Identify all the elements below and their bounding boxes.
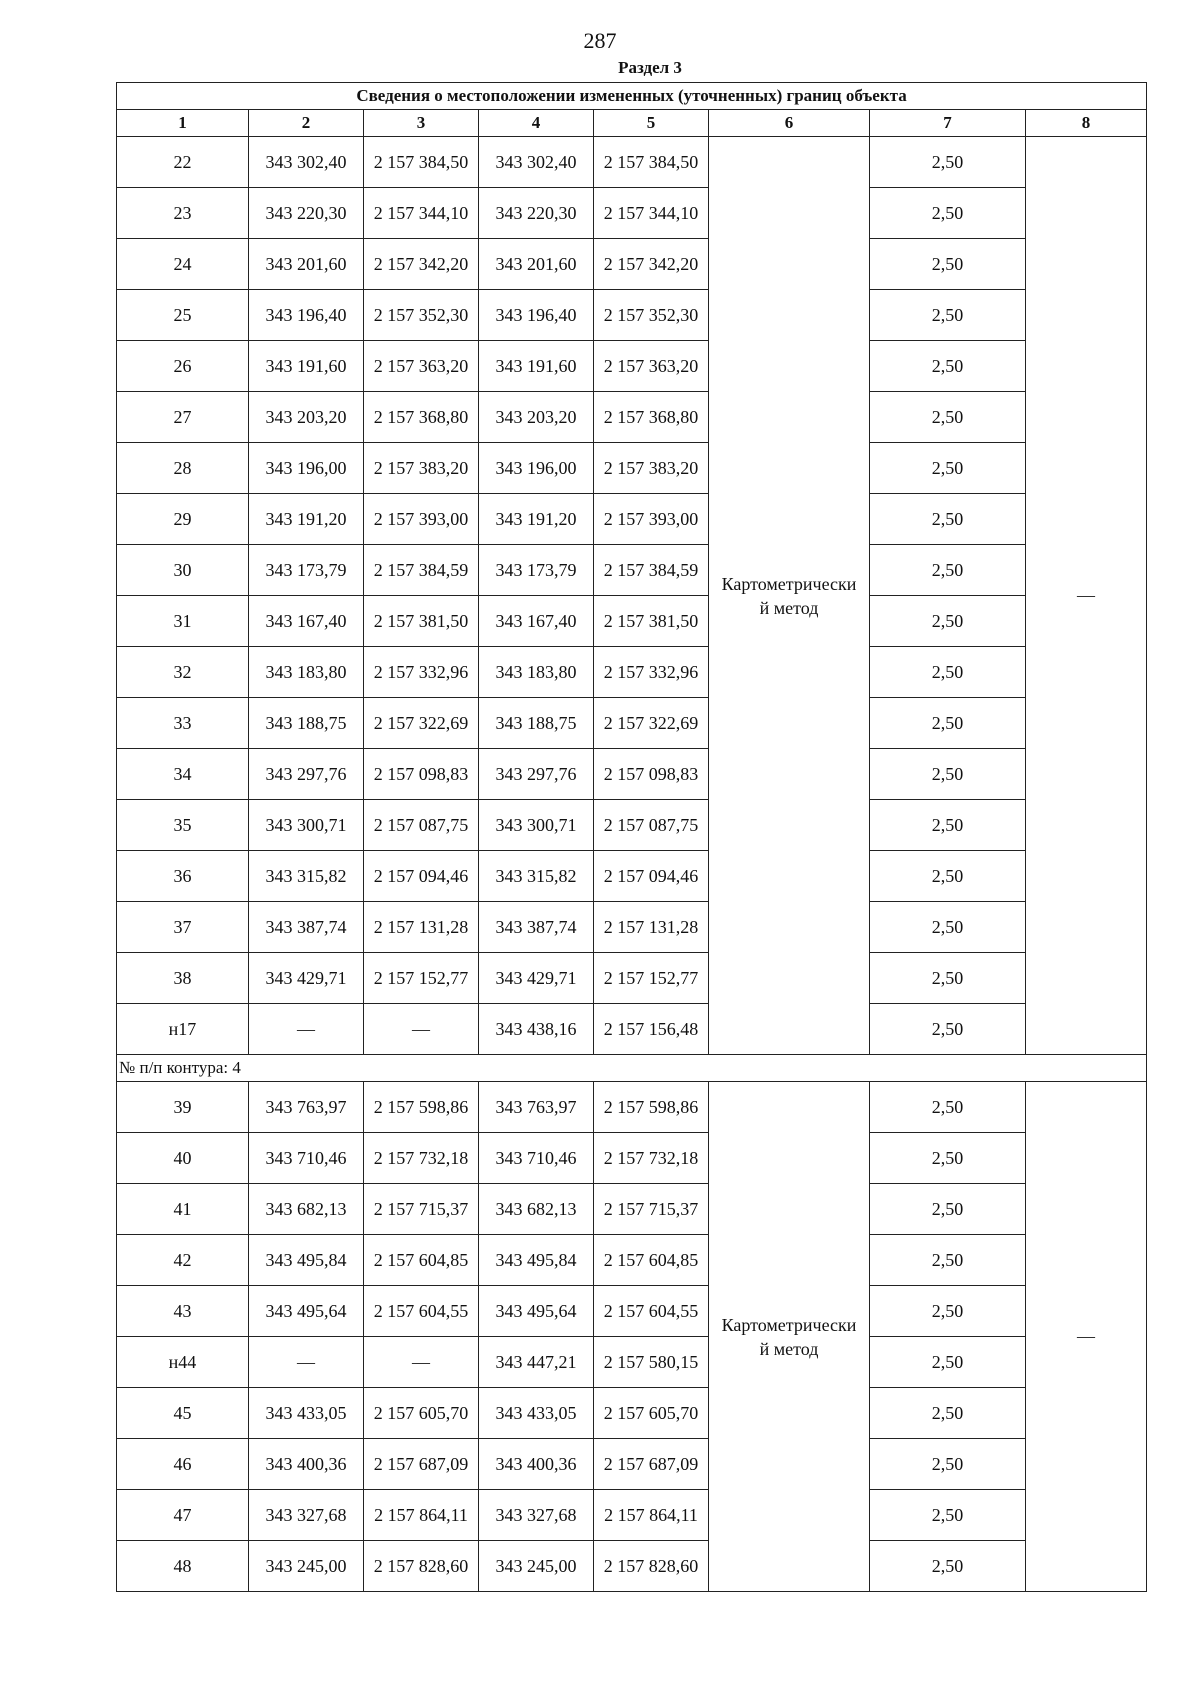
coord-x-refined-cell: 343 682,13 [479,1184,594,1235]
column-header-row [117,110,1147,137]
point-number-cell: 39 [117,1082,249,1133]
accuracy-cell: 2,50 [870,1004,1026,1055]
table-row [117,1286,1147,1337]
accuracy-cell: 2,50 [870,290,1026,341]
coord-y-refined-cell: 2 157 322,69 [594,698,709,749]
coord-y-refined-cell: 2 157 342,20 [594,239,709,290]
coord-y-existing-cell: 2 157 381,50 [364,596,479,647]
coord-x-refined-cell: 343 495,84 [479,1235,594,1286]
coord-y-refined-cell: 2 157 715,37 [594,1184,709,1235]
coord-x-refined-cell: 343 300,71 [479,800,594,851]
coord-x-refined-cell: 343 196,00 [479,443,594,494]
method-cell [709,1082,870,1592]
coord-y-refined-cell: 2 157 687,09 [594,1439,709,1490]
table-row [117,1235,1147,1286]
coord-x-refined-cell: 343 220,30 [479,188,594,239]
coord-x-existing-cell: — [249,1337,364,1388]
accuracy-cell: 2,50 [870,1082,1026,1133]
table-row [117,290,1147,341]
table-row [117,392,1147,443]
accuracy-cell: 2,50 [870,341,1026,392]
coord-x-refined-cell: 343 710,46 [479,1133,594,1184]
coord-y-refined-cell: 2 157 383,20 [594,443,709,494]
coord-x-existing-cell: 343 495,84 [249,1235,364,1286]
coord-y-existing-cell: 2 157 383,20 [364,443,479,494]
coord-x-existing-cell: — [249,1004,364,1055]
accuracy-cell: 2,50 [870,902,1026,953]
column-header: 6 [709,110,870,137]
coord-x-existing-cell: 343 203,20 [249,392,364,443]
column-header: 3 [364,110,479,137]
coord-y-existing-cell: 2 157 352,30 [364,290,479,341]
coord-y-refined-cell: 2 157 131,28 [594,902,709,953]
accuracy-cell: 2,50 [870,800,1026,851]
coord-x-existing-cell: 343 245,00 [249,1541,364,1592]
point-number-cell: 42 [117,1235,249,1286]
table-row [117,443,1147,494]
method-text-line: й метод [759,597,819,618]
coord-y-refined-cell: 2 157 152,77 [594,953,709,1004]
column-header: 7 [870,110,1026,137]
coord-y-refined-cell: 2 157 732,18 [594,1133,709,1184]
coord-y-refined-cell: 2 157 393,00 [594,494,709,545]
coord-y-existing-cell: 2 157 152,77 [364,953,479,1004]
accuracy-cell: 2,50 [870,1184,1026,1235]
coord-y-existing-cell: 2 157 332,96 [364,647,479,698]
coord-x-refined-cell: 343 438,16 [479,1004,594,1055]
coord-x-existing-cell: 343 201,60 [249,239,364,290]
accuracy-cell: 2,50 [870,1490,1026,1541]
coord-y-existing-cell: — [364,1004,479,1055]
coord-y-existing-cell: 2 157 732,18 [364,1133,479,1184]
accuracy-cell: 2,50 [870,749,1026,800]
table-row [117,341,1147,392]
accuracy-cell: 2,50 [870,188,1026,239]
coord-y-existing-cell: 2 157 384,50 [364,137,479,188]
coord-x-existing-cell: 343 400,36 [249,1439,364,1490]
coord-y-refined-cell: 2 157 598,86 [594,1082,709,1133]
point-number-cell: 29 [117,494,249,545]
coord-x-refined-cell: 343 400,36 [479,1439,594,1490]
coord-y-existing-cell: 2 157 604,55 [364,1286,479,1337]
coord-x-existing-cell: 343 173,79 [249,545,364,596]
coord-x-refined-cell: 343 167,40 [479,596,594,647]
coord-x-refined-cell: 343 191,60 [479,341,594,392]
point-number-cell: 34 [117,749,249,800]
coord-y-existing-cell: 2 157 715,37 [364,1184,479,1235]
coord-x-refined-cell: 343 387,74 [479,902,594,953]
coord-x-refined-cell: 343 173,79 [479,545,594,596]
accuracy-cell: 2,50 [870,239,1026,290]
accuracy-cell: 2,50 [870,443,1026,494]
coord-y-refined-cell: 2 157 368,80 [594,392,709,443]
point-number-cell: 48 [117,1541,249,1592]
coord-y-refined-cell: 2 157 605,70 [594,1388,709,1439]
coord-y-existing-cell: 2 157 363,20 [364,341,479,392]
coord-y-refined-cell: 2 157 604,55 [594,1286,709,1337]
method-text-line: Картометрически [721,573,857,594]
table-row [117,953,1147,1004]
table-row [117,1082,1147,1133]
coord-y-existing-cell: 2 157 384,59 [364,545,479,596]
coord-x-existing-cell: 343 495,64 [249,1286,364,1337]
point-number-cell: 35 [117,800,249,851]
accuracy-cell: 2,50 [870,137,1026,188]
column-header: 8 [1026,110,1147,137]
coord-x-refined-cell: 343 315,82 [479,851,594,902]
accuracy-cell: 2,50 [870,1133,1026,1184]
coord-x-existing-cell: 343 188,75 [249,698,364,749]
point-number-cell: 33 [117,698,249,749]
point-number-cell: 32 [117,647,249,698]
point-number-cell: 45 [117,1388,249,1439]
table-row [117,596,1147,647]
point-number-cell: 46 [117,1439,249,1490]
coord-x-refined-cell: 343 196,40 [479,290,594,341]
column-header: 4 [479,110,594,137]
coord-x-refined-cell: 343 188,75 [479,698,594,749]
table-row [117,851,1147,902]
table-row [117,545,1147,596]
coord-x-refined-cell: 343 245,00 [479,1541,594,1592]
coord-y-existing-cell: 2 157 368,80 [364,392,479,443]
coord-y-refined-cell: 2 157 363,20 [594,341,709,392]
table-row [117,800,1147,851]
point-number-cell: 31 [117,596,249,647]
point-number-cell: 30 [117,545,249,596]
point-number-cell: 40 [117,1133,249,1184]
point-number-cell: 37 [117,902,249,953]
coord-y-refined-cell: 2 157 604,85 [594,1235,709,1286]
coord-y-refined-cell: 2 157 094,46 [594,851,709,902]
accuracy-cell: 2,50 [870,392,1026,443]
coord-y-existing-cell: 2 157 393,00 [364,494,479,545]
coord-y-existing-cell: 2 157 687,09 [364,1439,479,1490]
coord-x-existing-cell: 343 763,97 [249,1082,364,1133]
coord-y-existing-cell: 2 157 098,83 [364,749,479,800]
coord-x-existing-cell: 343 191,60 [249,341,364,392]
coord-x-existing-cell: 343 302,40 [249,137,364,188]
accuracy-cell: 2,50 [870,698,1026,749]
point-number-cell: 41 [117,1184,249,1235]
coord-y-refined-cell: 2 157 332,96 [594,647,709,698]
coord-y-existing-cell: 2 157 094,46 [364,851,479,902]
coord-y-refined-cell: 2 157 381,50 [594,596,709,647]
coord-y-refined-cell: 2 157 580,15 [594,1337,709,1388]
accuracy-cell: 2,50 [870,1286,1026,1337]
table-title-row [117,83,1147,110]
coord-x-existing-cell: 343 710,46 [249,1133,364,1184]
coord-y-existing-cell: 2 157 322,69 [364,698,479,749]
accuracy-cell: 2,50 [870,1337,1026,1388]
coord-y-existing-cell: 2 157 087,75 [364,800,479,851]
coord-x-existing-cell: 343 315,82 [249,851,364,902]
coord-y-refined-cell: 2 157 864,11 [594,1490,709,1541]
coord-y-existing-cell: 2 157 828,60 [364,1541,479,1592]
coord-x-existing-cell: 343 682,13 [249,1184,364,1235]
coord-x-existing-cell: 343 183,80 [249,647,364,698]
coord-x-existing-cell: 343 429,71 [249,953,364,1004]
page-number: 287 [583,28,617,53]
table-row [117,494,1147,545]
point-number-cell: 36 [117,851,249,902]
point-number-cell: н17 [117,1004,249,1055]
point-number-cell: 27 [117,392,249,443]
accuracy-cell: 2,50 [870,1388,1026,1439]
coord-x-existing-cell: 343 300,71 [249,800,364,851]
point-number-cell: 24 [117,239,249,290]
coord-y-refined-cell: 2 157 828,60 [594,1541,709,1592]
accuracy-cell: 2,50 [870,851,1026,902]
coord-y-refined-cell: 2 157 156,48 [594,1004,709,1055]
table-row [117,1541,1147,1592]
accuracy-cell: 2,50 [870,1235,1026,1286]
table-row [117,239,1147,290]
coord-y-refined-cell: 2 157 384,59 [594,545,709,596]
accuracy-cell: 2,50 [870,647,1026,698]
table-row [117,1004,1147,1055]
accuracy-cell: 2,50 [870,1439,1026,1490]
coord-x-refined-cell: 343 183,80 [479,647,594,698]
accuracy-cell: 2,50 [870,494,1026,545]
coord-x-refined-cell: 343 191,20 [479,494,594,545]
coord-x-refined-cell: 343 203,20 [479,392,594,443]
coord-x-existing-cell: 343 196,40 [249,290,364,341]
coord-x-existing-cell: 343 297,76 [249,749,364,800]
coord-x-existing-cell: 343 220,30 [249,188,364,239]
method-text-line: й метод [759,1338,819,1359]
table-row [117,1490,1147,1541]
point-number-cell: 47 [117,1490,249,1541]
table-row [117,902,1147,953]
coord-y-existing-cell: 2 157 131,28 [364,902,479,953]
coord-x-refined-cell: 343 201,60 [479,239,594,290]
column-header: 5 [594,110,709,137]
coord-x-refined-cell: 343 763,97 [479,1082,594,1133]
method-cell [709,137,870,1055]
accuracy-cell: 2,50 [870,596,1026,647]
point-number-cell: н44 [117,1337,249,1388]
table-row [117,1388,1147,1439]
coord-y-existing-cell: — [364,1337,479,1388]
table-row [117,647,1147,698]
coord-y-refined-cell: 2 157 352,30 [594,290,709,341]
coord-x-refined-cell: 343 302,40 [479,137,594,188]
coord-x-refined-cell: 343 447,21 [479,1337,594,1388]
table-row [117,1439,1147,1490]
coord-x-existing-cell: 343 191,20 [249,494,364,545]
coord-y-refined-cell: 2 157 098,83 [594,749,709,800]
coord-x-existing-cell: 343 433,05 [249,1388,364,1439]
accuracy-cell: 2,50 [870,953,1026,1004]
coord-x-existing-cell: 343 167,40 [249,596,364,647]
coord-x-refined-cell: 343 429,71 [479,953,594,1004]
coord-y-refined-cell: 2 157 384,50 [594,137,709,188]
point-number-cell: 25 [117,290,249,341]
coord-x-refined-cell: 343 433,05 [479,1388,594,1439]
boundary-table [116,82,1147,1592]
coord-y-existing-cell: 2 157 604,85 [364,1235,479,1286]
contour-label-row [117,1055,1147,1082]
coord-x-existing-cell: 343 196,00 [249,443,364,494]
table-row [117,1337,1147,1388]
coord-y-existing-cell: 2 157 605,70 [364,1388,479,1439]
coord-y-existing-cell: 2 157 344,10 [364,188,479,239]
notes-cell: — [1026,137,1147,1055]
table-row [117,749,1147,800]
coord-y-refined-cell: 2 157 344,10 [594,188,709,239]
section-title: Раздел 3 [618,58,682,77]
table-row [117,698,1147,749]
point-number-cell: 23 [117,188,249,239]
point-number-cell: 43 [117,1286,249,1337]
coord-x-existing-cell: 343 327,68 [249,1490,364,1541]
coord-y-existing-cell: 2 157 342,20 [364,239,479,290]
coord-y-refined-cell: 2 157 087,75 [594,800,709,851]
table-title: Сведения о местоположении измененных (уточненных) границ объекта [117,83,1147,110]
coord-x-refined-cell: 343 297,76 [479,749,594,800]
coord-y-existing-cell: 2 157 864,11 [364,1490,479,1541]
point-number-cell: 28 [117,443,249,494]
column-header: 2 [249,110,364,137]
point-number-cell: 38 [117,953,249,1004]
column-header: 1 [117,110,249,137]
table-row [117,188,1147,239]
table-row [117,1184,1147,1235]
table-row [117,1133,1147,1184]
contour-label: № п/п контура: 4 [117,1055,1147,1082]
table-row [117,137,1147,188]
point-number-cell: 26 [117,341,249,392]
point-number-cell: 22 [117,137,249,188]
coord-y-existing-cell: 2 157 598,86 [364,1082,479,1133]
accuracy-cell: 2,50 [870,1541,1026,1592]
coord-x-refined-cell: 343 327,68 [479,1490,594,1541]
coord-x-refined-cell: 343 495,64 [479,1286,594,1337]
notes-cell: — [1026,1082,1147,1592]
method-text-line: Картометрически [721,1314,857,1335]
accuracy-cell: 2,50 [870,545,1026,596]
coord-x-existing-cell: 343 387,74 [249,902,364,953]
